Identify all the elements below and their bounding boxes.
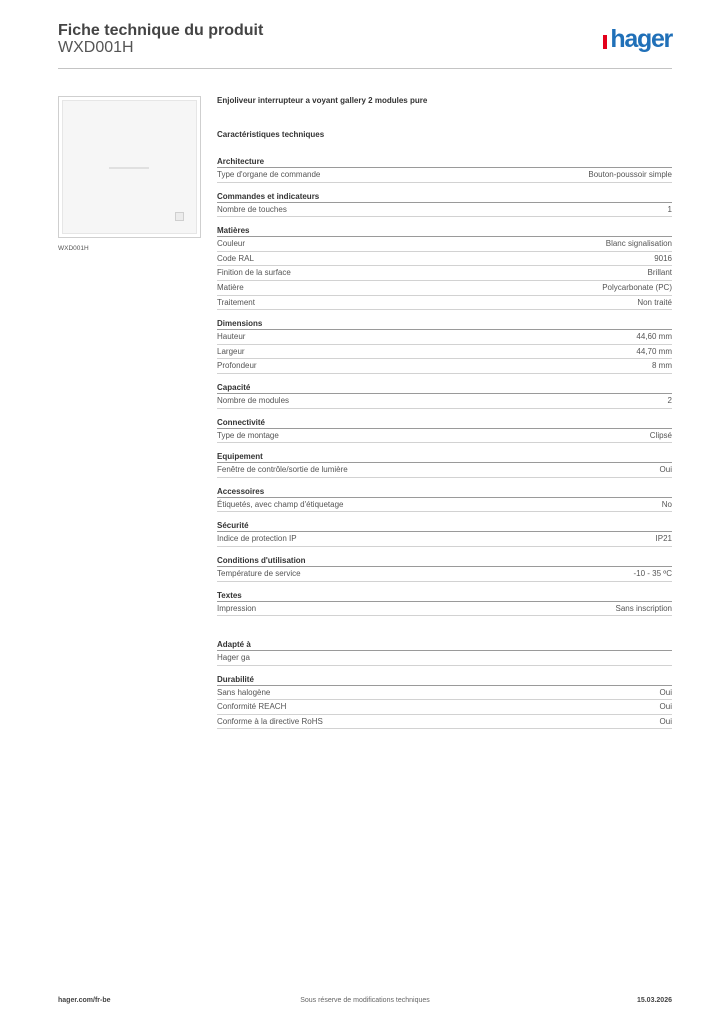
product-reference: WXD001H [58, 39, 134, 56]
spec-label: Impression [217, 603, 257, 613]
spec-value: Oui [659, 702, 672, 712]
page-header [58, 20, 672, 69]
spec-group-title: Connectivité [217, 417, 672, 429]
spec-group [217, 590, 672, 617]
spec-value: Oui [659, 687, 672, 697]
document-title: Fiche technique du produit [58, 22, 264, 39]
spec-group [217, 191, 672, 218]
spec-value: Polycarbonate (PC) [602, 282, 672, 292]
spec-row [217, 330, 672, 345]
spec-value: Oui [659, 716, 672, 726]
spec-label: Hauteur [217, 332, 246, 342]
spec-row [217, 359, 672, 374]
spec-label: Largeur [217, 346, 245, 356]
spec-value: 1 [667, 204, 672, 214]
spec-label: Conforme à la directive RoHS [217, 716, 323, 726]
spec-row [217, 394, 672, 409]
spec-group [217, 520, 672, 547]
spec-group-title: Capacité [217, 382, 672, 394]
spec-row [217, 281, 672, 296]
spec-value: 2 [667, 395, 672, 405]
spec-label: Température de service [217, 568, 301, 578]
spec-row [217, 686, 672, 701]
spec-value: Bouton-poussoir simple [588, 170, 672, 179]
spec-row [217, 296, 672, 311]
spec-label: Nombre de modules [217, 395, 290, 405]
spec-value: Blanc signalisation [605, 239, 672, 249]
spec-label: Finition de la surface [217, 268, 291, 278]
spec-group-title: Architecture [217, 156, 672, 168]
spec-group-title: Conditions d'utilisation [217, 555, 672, 567]
spec-row [217, 567, 672, 582]
spec-row [217, 345, 672, 360]
logo-accent-bar [603, 35, 607, 49]
footer-date: 15.03.2026 [636, 997, 672, 1004]
spec-row [217, 498, 672, 513]
spec-group [217, 318, 672, 374]
spec-content [217, 96, 672, 737]
spec-label: Code RAL [217, 253, 254, 263]
spec-value: Oui [659, 465, 672, 475]
spec-label: Sans halogène [217, 687, 271, 697]
section-heading: Caractéristiques techniques [217, 130, 325, 139]
spec-label: Matière [217, 282, 244, 292]
indicator-slot [109, 167, 149, 169]
spec-group-title: Adapté à [217, 639, 672, 651]
spec-group-title: Commandes et indicateurs [217, 191, 672, 203]
spec-value: Sans inscription [615, 603, 672, 613]
spec-label: Conformité REACH [217, 702, 287, 712]
spec-group [217, 382, 672, 409]
spec-value: 44,60 mm [636, 332, 672, 342]
spacer [217, 624, 672, 639]
spec-row [217, 168, 672, 183]
hager-logo [603, 26, 672, 52]
spec-row [217, 237, 672, 252]
spec-label: Type de montage [217, 430, 279, 440]
spec-group [217, 486, 672, 513]
spec-label: Fenêtre de contrôle/sortie de lumière [217, 465, 348, 475]
spec-groups [217, 156, 672, 616]
spec-value: Clipsé [649, 430, 672, 440]
image-caption: WXD001H [58, 245, 89, 252]
spec-group [217, 156, 672, 183]
spec-row [217, 429, 672, 444]
spec-row [217, 252, 672, 267]
footer-website: hager.com/fr-be [58, 997, 111, 1004]
spec-row [217, 532, 672, 547]
durability-group [217, 674, 672, 730]
spec-group [217, 639, 672, 666]
spec-group-title: Matières [217, 225, 672, 237]
spec-row [217, 463, 672, 478]
spec-value: IP21 [655, 534, 672, 544]
spec-row [217, 203, 672, 218]
spec-group-title: Textes [217, 590, 672, 602]
spec-group [217, 451, 672, 478]
spec-value: Non traité [637, 297, 672, 307]
spec-group-title: Sécurité [217, 520, 672, 532]
spec-group-title: Dimensions [217, 318, 672, 330]
spec-row [217, 715, 672, 730]
spec-group-title: Accessoires [217, 486, 672, 498]
footer-notice: Sous réserve de modifications techniques [300, 997, 430, 1004]
spec-group [217, 225, 672, 310]
spec-group [217, 674, 672, 730]
spec-value: No [661, 499, 672, 509]
spec-row [217, 651, 672, 666]
spec-label: Profondeur [217, 361, 257, 371]
spec-value: Brillant [647, 268, 672, 278]
spec-row [217, 266, 672, 281]
spec-value: -10 - 35 ºC [633, 568, 672, 578]
product-description: Enjoliveur interrupteur a voyant gallery 2 modules pure [217, 96, 428, 105]
spec-row [217, 602, 672, 617]
spec-label: Type d'organe de commande [217, 170, 321, 179]
spec-label: Traitement [217, 297, 255, 307]
spec-group-title: Durabilité [217, 674, 672, 686]
product-image [58, 96, 201, 238]
spec-group [217, 417, 672, 444]
spec-value: 44,70 mm [636, 346, 672, 356]
spec-label: Hager ga [217, 653, 250, 663]
adapted-group [217, 639, 672, 666]
spec-group-title: Equipement [217, 451, 672, 463]
spec-row [217, 700, 672, 715]
label-window [175, 212, 184, 221]
logo-wordmark: hager [610, 25, 672, 53]
switch-plate-illustration [62, 100, 197, 234]
spec-label: Couleur [217, 239, 246, 249]
spec-label: Nombre de touches [217, 204, 287, 214]
spec-value: 8 mm [652, 361, 672, 371]
spec-label: Étiquetés, avec champ d'étiquetage [217, 499, 344, 509]
spec-value: 9016 [654, 253, 672, 263]
spec-group [217, 555, 672, 582]
spec-label: Indice de protection IP [217, 534, 297, 544]
